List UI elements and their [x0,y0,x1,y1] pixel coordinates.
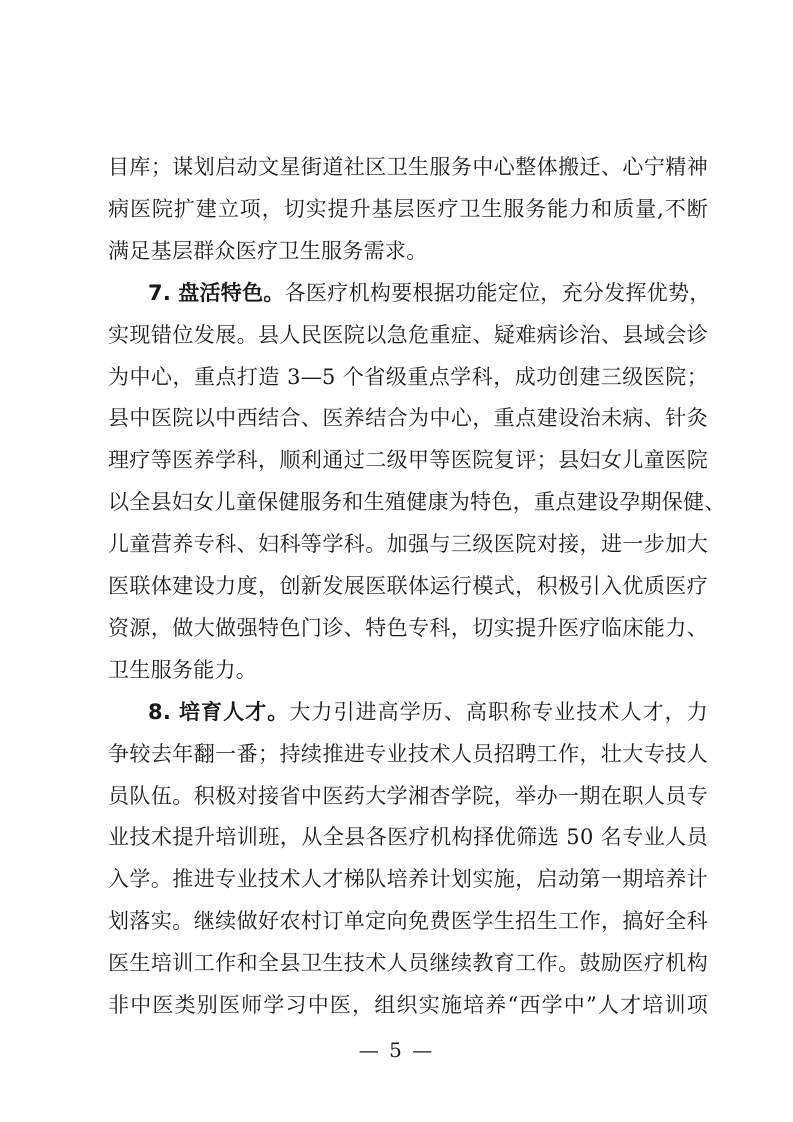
text-line: 以全县妇女儿童保健服务和生殖健康为特色，重点建设孕期保健、 [108,490,726,514]
text-line: 实现错位发展。县人民医院以急危重症、疑难病诊治、县域会诊 [108,323,708,347]
section-heading: 盘活特色。 [178,281,285,305]
text-line: 满足基层群众医疗卫生服务需求。 [108,239,428,263]
text-line: 业技术提升培训班，从全县各医疗机构择优筛选 50 名专业人员 [108,825,708,849]
text-line: 为中心，重点打造 3—5 个省级重点学科，成功创建三级医院； [108,365,708,389]
section-number: 7. [148,281,172,305]
page-number: — 5 — [358,1038,435,1062]
text-line: 员队伍。积极对接省中医药大学湘杏学院，举办一期在职人员专 [108,784,708,808]
text-line: 卫生服务能力。 [108,658,258,682]
text-span: 大力引进高学历、高职称专业技术人才，力 [289,700,709,724]
text-line: 目库；谋划启动文星街道社区卫生服务中心整体搬迁、心宁精神 [108,155,708,179]
section-number: 8. [148,700,172,724]
section-heading: 培育人才。 [178,700,290,724]
text-line: 理疗等医养学科，顺利通过二级甲等医院复评；县妇女儿童医院 [108,448,708,472]
text-line: 儿童营养专科、妇科等学科。加强与三级医院对接，进一步加大 [108,532,708,556]
section-8-first-line [148,695,708,729]
text-line: 划落实。继续做好农村订单定向免费医学生招生工作，搞好全科 [108,909,708,933]
text-line: 资源，做大做强特色门诊、特色专科，切实提升医疗临床能力、 [108,616,708,640]
text-line: 入学。推进专业技术人才梯队培养计划实施，启动第一期培养计 [108,867,708,891]
section-7-first-line [148,276,711,310]
text-line: 病医院扩建立项，切实提升基层医疗卫生服务能力和质量,不断 [108,197,708,221]
text-line: 县中医院以中西结合、医养结合为中心，重点建设治未病、针灸 [108,406,708,430]
text-line: 医联体建设力度，创新发展医联体运行模式，积极引入优质医疗 [108,574,708,598]
text-line: 非中医类别医师学习中医，组织实施培养“西学中”人才培训项 [108,993,708,1017]
text-line: 医生培训工作和全县卫生技术人员继续教育工作。鼓励医疗机构 [108,951,708,975]
text-line: 争较去年翻一番；持续推进专业技术人员招聘工作，壮大专技人 [108,742,708,766]
text-span: 各医疗机构要根据功能定位，充分发挥优势， [284,281,711,305]
